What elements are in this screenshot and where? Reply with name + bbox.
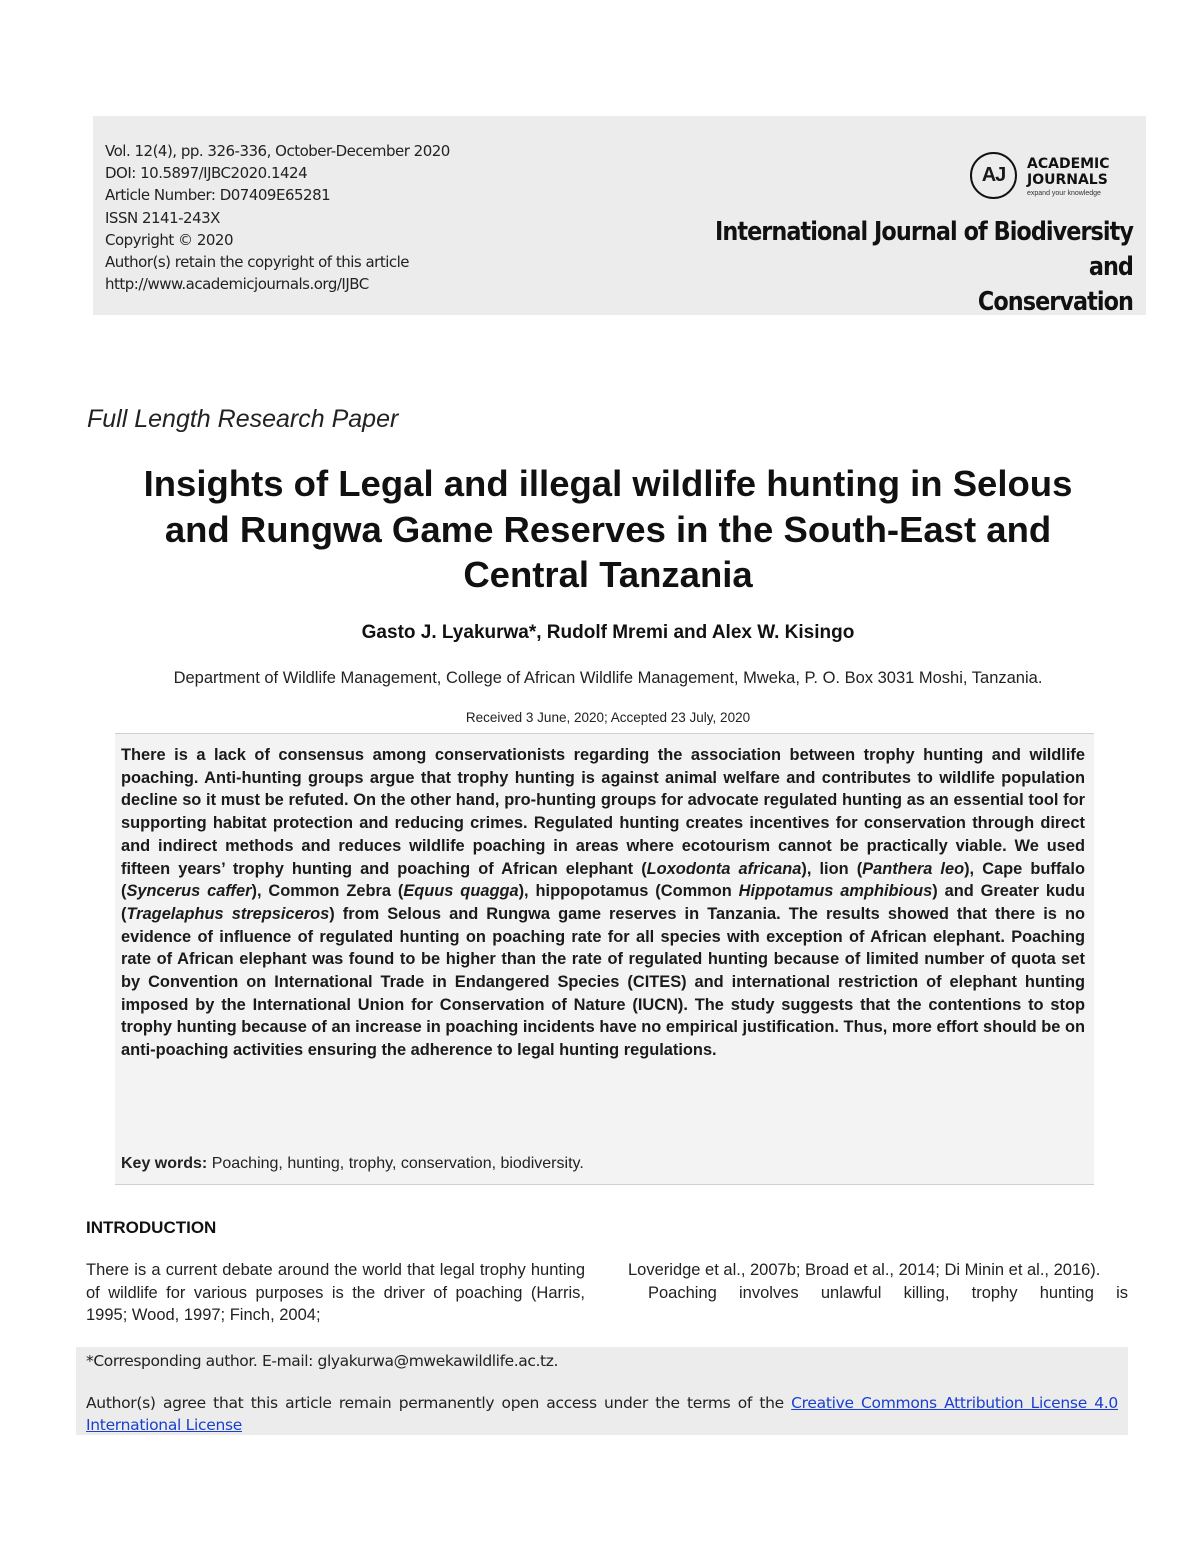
title-line: Central Tanzania: [463, 554, 753, 595]
meta-url[interactable]: http://www.academicjournals.org/IJBC: [105, 275, 369, 294]
journal-header: [93, 116, 1146, 315]
received-dates: Received 3 June, 2020; Accepted 23 July, 2020: [465, 710, 751, 725]
footnote-box: [76, 1347, 1128, 1435]
corresponding-author: *Corresponding author. E-mail: glyakurwa@mwekawildlife.ac.tz.: [86, 1352, 558, 1370]
meta-volume: Vol. 12(4), pp. 326-336, October-December 2020: [105, 142, 450, 160]
meta-copyright: Copyright © 2020: [105, 230, 234, 249]
license-statement: [86, 1392, 1118, 1436]
abstract-segment: ), Cape buffalo (: [121, 859, 1085, 901]
species-name: Equus quagga: [403, 882, 519, 901]
academic-journals-logo: [970, 152, 1140, 204]
license-link[interactable]: Creative Commons Attribution License 4.0 International License: [86, 1394, 1118, 1434]
title-line: and Rungwa Game Reserves in the South-East and: [164, 508, 1052, 550]
abstract-segment: ) from Selous and Rungwa game reserves in Tanzania. The results showed that there is no evidence of influence of regulated hunting on poaching rate for all species with exception of African elephant. Poaching rate of African elephant was found to be higher than the rate of regulated hunting because of limited number of quota set by Convention on International Trade in Endangered Species (CITES) and international restriction of elephant hunting imposed by the International Union for Conservation of Nature (IUCN). The study suggests that the contentions to stop trophy hunting because of an increase in poaching incidents have no empirical justification. Thus, more effort should be on anti-poaching activities ensuring the adherence to legal hunting regulations.: [121, 904, 1085, 1060]
abstract-segment: ), lion (: [801, 859, 863, 878]
journal-name: [669, 215, 1133, 320]
species-name: Loxodonta africana: [646, 859, 802, 878]
species-name: Tragelaphus strepsiceros: [126, 904, 330, 923]
introduction-heading: INTRODUCTION: [86, 1218, 217, 1237]
title-line: Insights of Legal and illegal wildlife hunting in Selous: [143, 463, 1073, 504]
abstract-segment: There is a lack of consensus among conservationists regarding the association between trophy hunting and wildlife poaching. Anti-hunting groups argue that trophy hunting is against animal welfare and contributes to wildlife population decline so it must be refuted. On the other hand, pro-hunting groups for advocate regulated hunting as an essential tool for supporting habitat protection and reducing crimes. Regulated hunting creates incentives for conservation through direct and indirect methods and reduces wildlife poaching in areas where ecotourism cannot be practically viable. We used fifteen years’ trophy hunting and poaching of African elephant (: [121, 746, 1085, 878]
abstract-text: [121, 744, 1085, 1062]
aj-logo-icon: AJ: [970, 152, 1017, 199]
species-name: Hippotamus amphibious: [738, 882, 933, 901]
keywords-text: Poaching, hunting, trophy, conservation, biodiversity.: [211, 1155, 584, 1172]
meta-issn: ISSN 2141-243X: [105, 208, 220, 227]
abstract-segment: ), hippopotamus (Common: [518, 882, 739, 901]
authors: Gasto J. Lyakurwa*, Rudolf Mremi and Alex W. Kisingo: [361, 622, 855, 643]
abstract-segment: ), Common Zebra (: [251, 882, 404, 901]
journal-name-line2: Conservation: [977, 287, 1133, 317]
logo-tagline: expand your knowledge: [1027, 190, 1101, 197]
logo-line-journals: JOURNALS: [1027, 172, 1108, 188]
license-text: Author(s) agree that this article remain permanently open access under the terms of the: [86, 1394, 792, 1412]
introduction-left-column: There is a current debate around the world that legal trophy hunting of wildlife for various purposes is the driver of poaching (Harris, 1995; Wood, 1997; Finch, 2004;: [86, 1261, 585, 1324]
keywords: [121, 1155, 584, 1173]
paper-title: [90, 461, 1126, 598]
abstract-segment: ) and Greater kudu (: [121, 882, 1085, 923]
keywords-label: Key words:: [121, 1155, 208, 1172]
logo-line-academic: ACADEMIC: [1027, 156, 1110, 172]
introduction-right-column: [628, 1259, 1128, 1304]
logo-wordmark: [1027, 156, 1110, 188]
article-metadata: [105, 140, 450, 295]
introduction-right-para1: Loveridge et al., 2007b; Broad et al., 2014; Di Minin et al., 2016).: [628, 1261, 1101, 1279]
species-name: Panthera leo: [862, 859, 965, 878]
meta-rights: Author(s) retain the copyright of this article: [105, 253, 410, 272]
journal-name-line1: International Journal of Biodiversity and: [714, 217, 1133, 282]
affiliation: Department of Wildlife Management, College of African Wildlife Management, Mweka, P. O. Box 3031 Moshi, Tanzania.: [173, 669, 1043, 687]
meta-article-number: Article Number: D07409E65281: [105, 186, 331, 205]
species-name: Syncerus caffer: [126, 882, 252, 901]
introduction-right-para2: Poaching involves unlawful killing, trophy hunting is: [648, 1283, 1128, 1302]
paper-type: Full Length Research Paper: [87, 405, 399, 433]
meta-doi: DOI: 10.5897/IJBC2020.1424: [105, 164, 308, 183]
abstract-box: [115, 733, 1094, 1185]
